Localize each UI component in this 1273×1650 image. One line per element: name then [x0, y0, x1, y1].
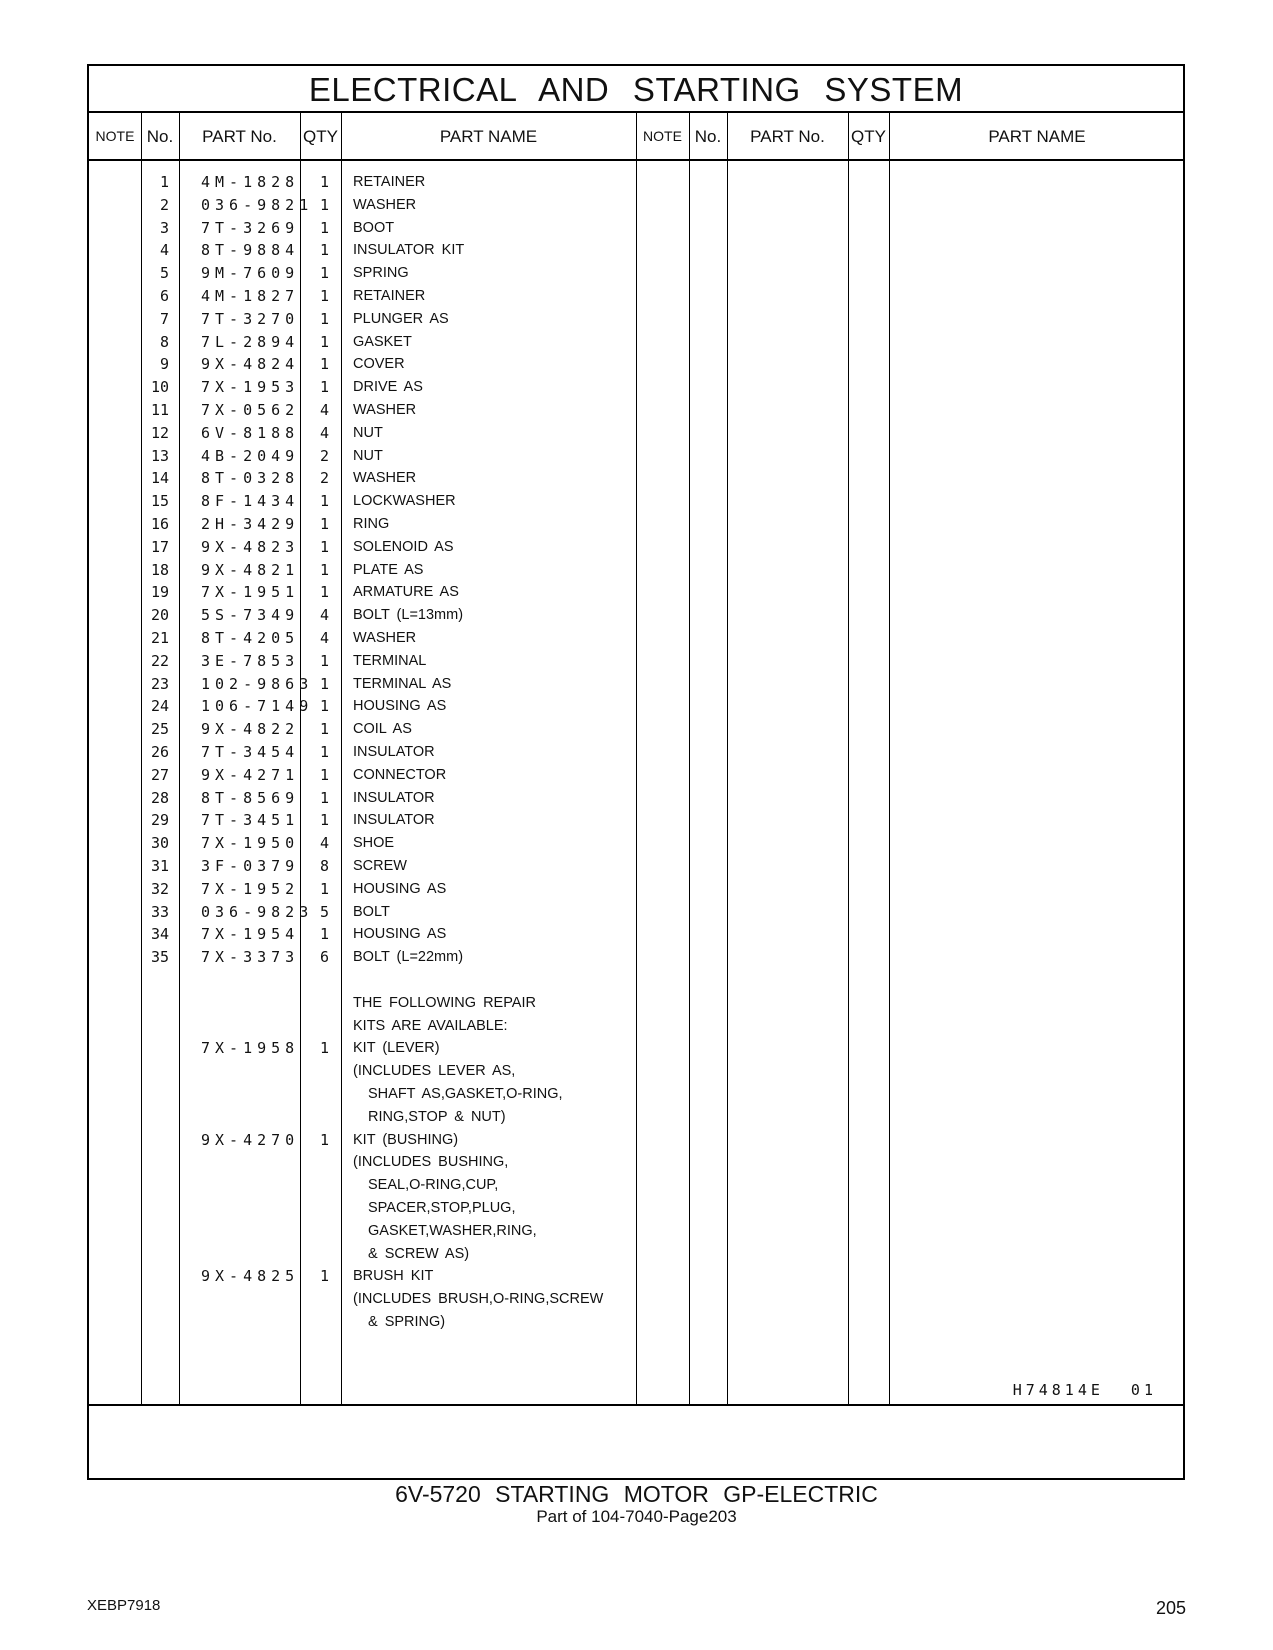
part-number: 7X-1952 [201, 879, 300, 898]
item-number: 15 [150, 492, 169, 511]
part-name: (INCLUDES BUSHING, [353, 1154, 509, 1171]
group-caption: 6V-5720 STARTING MOTOR GP-ELECTRIC [395, 1481, 878, 1507]
table-row [89, 1129, 649, 1152]
column-divider [848, 113, 849, 1405]
column-divider [889, 113, 890, 1405]
item-number: 21 [150, 629, 169, 647]
header-no-right: No. [694, 127, 722, 146]
part-name: (INCLUDES LEVER AS, [353, 1063, 516, 1080]
header-qty-right: QTY [851, 127, 886, 146]
quantity: 1 [319, 241, 329, 260]
quantity: 1 [319, 765, 329, 784]
table-row [89, 1015, 649, 1038]
table-row [89, 171, 649, 194]
column-divider [727, 113, 728, 1405]
part-name: SOLENOID AS [353, 538, 454, 555]
table-row [89, 445, 649, 468]
part-number: 036-9823 [201, 902, 314, 921]
quantity: 8 [319, 857, 329, 875]
part-number: 036-9821 [201, 195, 314, 214]
quantity: 1 [319, 583, 329, 602]
quantity: 1 [319, 674, 329, 693]
part-name: BRUSH KIT [353, 1268, 434, 1285]
part-number: 7T-3269 [201, 218, 300, 237]
table-row [89, 1288, 649, 1311]
table-row [89, 1060, 649, 1083]
part-name: NUT [353, 447, 383, 464]
part-name: NUT [353, 424, 383, 441]
part-number: 7X-3373 [201, 948, 300, 967]
table-row [89, 878, 649, 901]
table-row [89, 490, 649, 513]
part-number: 9X-4822 [201, 720, 300, 739]
table-row [89, 809, 649, 832]
part-name: RING [353, 516, 390, 532]
item-number: 14 [150, 469, 169, 488]
part-number: 7L-2894 [201, 332, 300, 351]
quantity: 1 [319, 697, 329, 716]
part-number: 9X-4824 [201, 355, 300, 374]
part-name: BOLT (L=22mm) [353, 949, 464, 966]
item-number: 16 [150, 515, 169, 533]
part-name: PLATE AS [353, 561, 424, 578]
table-row [89, 513, 649, 536]
part-name: COIL AS [353, 721, 412, 738]
part-name: SHOE [353, 835, 395, 852]
part-name: KIT (BUSHING) [353, 1131, 459, 1148]
part-name: SPRING [353, 265, 409, 282]
item-number: 9 [159, 355, 169, 374]
table-row [89, 1243, 649, 1266]
part-name: HOUSING AS [353, 698, 447, 715]
table-row [89, 1265, 649, 1288]
header-part-name-right: PART NAME [988, 127, 1086, 146]
item-number: 20 [150, 606, 169, 625]
item-number: 4 [159, 241, 169, 260]
table-row [89, 399, 649, 422]
item-number: 11 [150, 401, 169, 419]
header-part-name-left: PART NAME [439, 127, 538, 146]
quantity: 1 [319, 788, 329, 807]
item-number: 1 [159, 173, 169, 191]
page-number: 205 [1156, 1598, 1187, 1618]
table-row [89, 353, 649, 376]
part-number: 9X-4825 [201, 1267, 300, 1286]
quantity: 1 [319, 287, 329, 305]
table-row [89, 969, 649, 992]
quantity: 1 [319, 309, 329, 328]
group-subcaption: Part of 104-7040-Page203 [536, 1507, 737, 1526]
part-number: 8T-8569 [201, 788, 300, 807]
item-number: 17 [150, 537, 169, 556]
table-row [89, 1106, 649, 1129]
table-row [89, 901, 649, 924]
quantity: 2 [319, 469, 329, 488]
table-row [89, 422, 649, 445]
quantity: 4 [319, 606, 329, 625]
part-number: 106-7149 [201, 697, 314, 716]
item-number: 3 [159, 218, 169, 237]
item-number: 5 [159, 264, 169, 283]
column-divider [689, 113, 690, 1405]
quantity: 1 [319, 355, 329, 374]
part-name: RETAINER [353, 174, 426, 190]
part-number: 7X-1958 [201, 1039, 300, 1058]
part-number: 7T-3270 [201, 309, 300, 328]
quantity: 5 [319, 902, 329, 921]
item-number: 18 [150, 560, 169, 579]
header-part-no-right: PART No. [750, 127, 825, 146]
part-number: 9X-4823 [201, 537, 300, 556]
quantity: 1 [319, 720, 329, 739]
header-part-no-left: PART No. [202, 127, 277, 146]
item-number: 34 [150, 925, 169, 944]
table-row [89, 1151, 649, 1174]
item-number: 22 [150, 651, 169, 670]
part-name: WASHER [353, 470, 417, 487]
item-number: 30 [150, 834, 169, 853]
quantity: 1 [319, 218, 329, 237]
quantity: 4 [319, 401, 329, 419]
part-number: 2H-3429 [201, 515, 300, 533]
part-name: WASHER [353, 630, 417, 646]
item-number: 7 [159, 309, 169, 328]
item-number: 25 [150, 720, 169, 739]
part-number: 7X-1953 [201, 378, 300, 397]
parts-table-frame [87, 64, 1185, 1480]
item-number: 8 [159, 332, 169, 351]
part-name: TERMINAL [353, 652, 427, 669]
part-name: & SPRING) [368, 1314, 446, 1330]
part-name: BOLT (L=13mm) [353, 607, 464, 624]
header-note-right: NOTE [643, 128, 682, 144]
part-number: 8F-1434 [201, 492, 300, 511]
item-number: 24 [150, 697, 169, 716]
part-name: & SCREW AS) [368, 1245, 470, 1262]
part-name: GASKET,WASHER,RING, [368, 1222, 537, 1239]
quantity: 1 [319, 1039, 329, 1058]
header-no-left: No. [146, 127, 174, 146]
part-name: THE FOLLOWING REPAIR [353, 994, 536, 1011]
table-row [89, 1311, 649, 1334]
part-name: INSULATOR [353, 744, 435, 760]
part-name: WASHER [353, 196, 417, 213]
table-row [89, 1197, 649, 1220]
part-name: ARMATURE AS [353, 584, 459, 601]
item-number: 31 [150, 857, 169, 875]
part-name: GASKET [353, 333, 412, 350]
part-number: 4M-1828 [201, 173, 300, 191]
header-note-left: NOTE [95, 128, 135, 144]
part-name: BOLT [353, 903, 390, 920]
item-number: 28 [150, 788, 169, 807]
part-number: 9M-7609 [201, 264, 300, 283]
part-number: 6V-8188 [201, 423, 300, 442]
item-number: 6 [159, 287, 169, 305]
quantity: 4 [319, 629, 329, 647]
part-number: 7X-1954 [201, 925, 300, 944]
part-number: 7T-3451 [201, 811, 300, 830]
part-name: LOCKWASHER [353, 493, 456, 510]
part-name: WASHER [353, 402, 417, 418]
table-row [89, 1037, 649, 1060]
table-row [89, 787, 649, 810]
item-number: 19 [150, 583, 169, 602]
item-number: 23 [150, 674, 169, 693]
part-number: 4M-1827 [201, 287, 300, 305]
table-row [89, 1083, 649, 1106]
part-name: KIT (LEVER) [353, 1040, 440, 1057]
table-row [89, 1220, 649, 1243]
table-row [89, 718, 649, 741]
table-row [89, 1174, 649, 1197]
part-name: PLUNGER AS [353, 310, 449, 327]
quantity: 1 [319, 515, 329, 533]
item-number: 32 [150, 879, 169, 898]
item-number: 26 [150, 743, 169, 761]
table-row [89, 627, 649, 650]
part-number: 7T-3454 [201, 743, 300, 761]
quantity: 1 [319, 1267, 329, 1286]
part-number: 8T-0328 [201, 469, 300, 488]
part-name: INSULATOR [353, 812, 435, 829]
table-row [89, 855, 649, 878]
table-row [89, 764, 649, 787]
table-row [89, 741, 649, 764]
quantity: 1 [319, 378, 329, 397]
table-row [89, 285, 649, 308]
table-row [89, 832, 649, 855]
part-number: 9X-4821 [201, 560, 300, 579]
part-name: HOUSING AS [353, 926, 447, 943]
item-number: 2 [159, 195, 169, 214]
quantity: 1 [319, 925, 329, 944]
part-name: SPACER,STOP,PLUG, [368, 1200, 516, 1216]
header-qty-left: QTY [303, 127, 338, 146]
item-number: 12 [150, 423, 169, 442]
part-number: 8T-4205 [201, 629, 300, 647]
illustration-code: H74814E 01 [1012, 1381, 1157, 1399]
part-name: RING,STOP & NUT) [368, 1108, 506, 1125]
quantity: 4 [319, 834, 329, 853]
part-number: 5S-7349 [201, 606, 300, 625]
part-name: SEAL,O-RING,CUP, [368, 1177, 499, 1194]
table-row [89, 559, 649, 582]
quantity: 1 [319, 492, 329, 511]
table-row [89, 467, 649, 490]
quantity: 1 [319, 879, 329, 898]
item-number: 29 [150, 811, 169, 830]
table-row [89, 923, 649, 946]
quantity: 2 [319, 446, 329, 465]
part-name: TERMINAL AS [353, 675, 452, 692]
part-number: 9X-4270 [201, 1130, 300, 1149]
quantity: 1 [319, 560, 329, 579]
part-number: 7X-0562 [201, 401, 300, 419]
part-number: 4B-2049 [201, 446, 300, 465]
quantity: 4 [319, 423, 329, 442]
quantity: 6 [319, 948, 329, 967]
table-row [89, 331, 649, 354]
quantity: 1 [319, 811, 329, 830]
part-name: DRIVE AS [353, 379, 423, 396]
table-row [89, 992, 649, 1015]
table-row [89, 650, 649, 673]
part-name: SCREW [353, 858, 407, 874]
part-name: BOOT [353, 219, 395, 236]
part-number: 7X-1951 [201, 583, 300, 602]
item-number: 10 [150, 378, 169, 397]
part-name: RETAINER [353, 288, 426, 304]
part-number: 3F-0379 [201, 857, 300, 875]
table-row [89, 376, 649, 399]
table-row [89, 239, 649, 262]
quantity: 1 [319, 264, 329, 283]
item-number: 27 [150, 765, 169, 784]
quantity: 1 [319, 743, 329, 761]
table-row [89, 604, 649, 627]
table-row [89, 217, 649, 240]
table-row [89, 695, 649, 718]
part-number: 102-9863 [201, 674, 314, 693]
part-number: 3E-7853 [201, 651, 300, 670]
table-row [89, 581, 649, 604]
table-row [89, 262, 649, 285]
page-title: ELECTRICAL AND STARTING SYSTEM [89, 66, 1183, 113]
part-name: COVER [353, 356, 405, 373]
part-name: INSULATOR [353, 789, 435, 806]
part-name: INSULATOR KIT [353, 242, 465, 259]
item-number: 35 [150, 948, 169, 967]
item-number: 13 [150, 446, 169, 465]
part-name: (INCLUDES BRUSH,O-RING,SCREW [353, 1291, 604, 1308]
quantity: 1 [319, 537, 329, 556]
part-name: CONNECTOR [353, 766, 447, 783]
part-name: KITS ARE AVAILABLE: [353, 1017, 508, 1034]
table-row [89, 536, 649, 559]
table-row [89, 308, 649, 331]
quantity: 1 [319, 195, 329, 214]
table-row [89, 194, 649, 217]
quantity: 1 [319, 1130, 329, 1149]
quantity: 1 [319, 651, 329, 670]
part-name: HOUSING AS [353, 880, 447, 897]
quantity: 1 [319, 332, 329, 351]
part-number: 9X-4271 [201, 765, 300, 784]
table-row [89, 946, 649, 969]
table-row [89, 673, 649, 696]
quantity: 1 [319, 173, 329, 191]
item-number: 33 [150, 902, 169, 921]
part-name: SHAFT AS,GASKET,O-RING, [368, 1086, 563, 1102]
part-number: 7X-1950 [201, 834, 300, 853]
part-number: 8T-9884 [201, 241, 300, 260]
document-id: XEBP7918 [87, 1597, 161, 1614]
